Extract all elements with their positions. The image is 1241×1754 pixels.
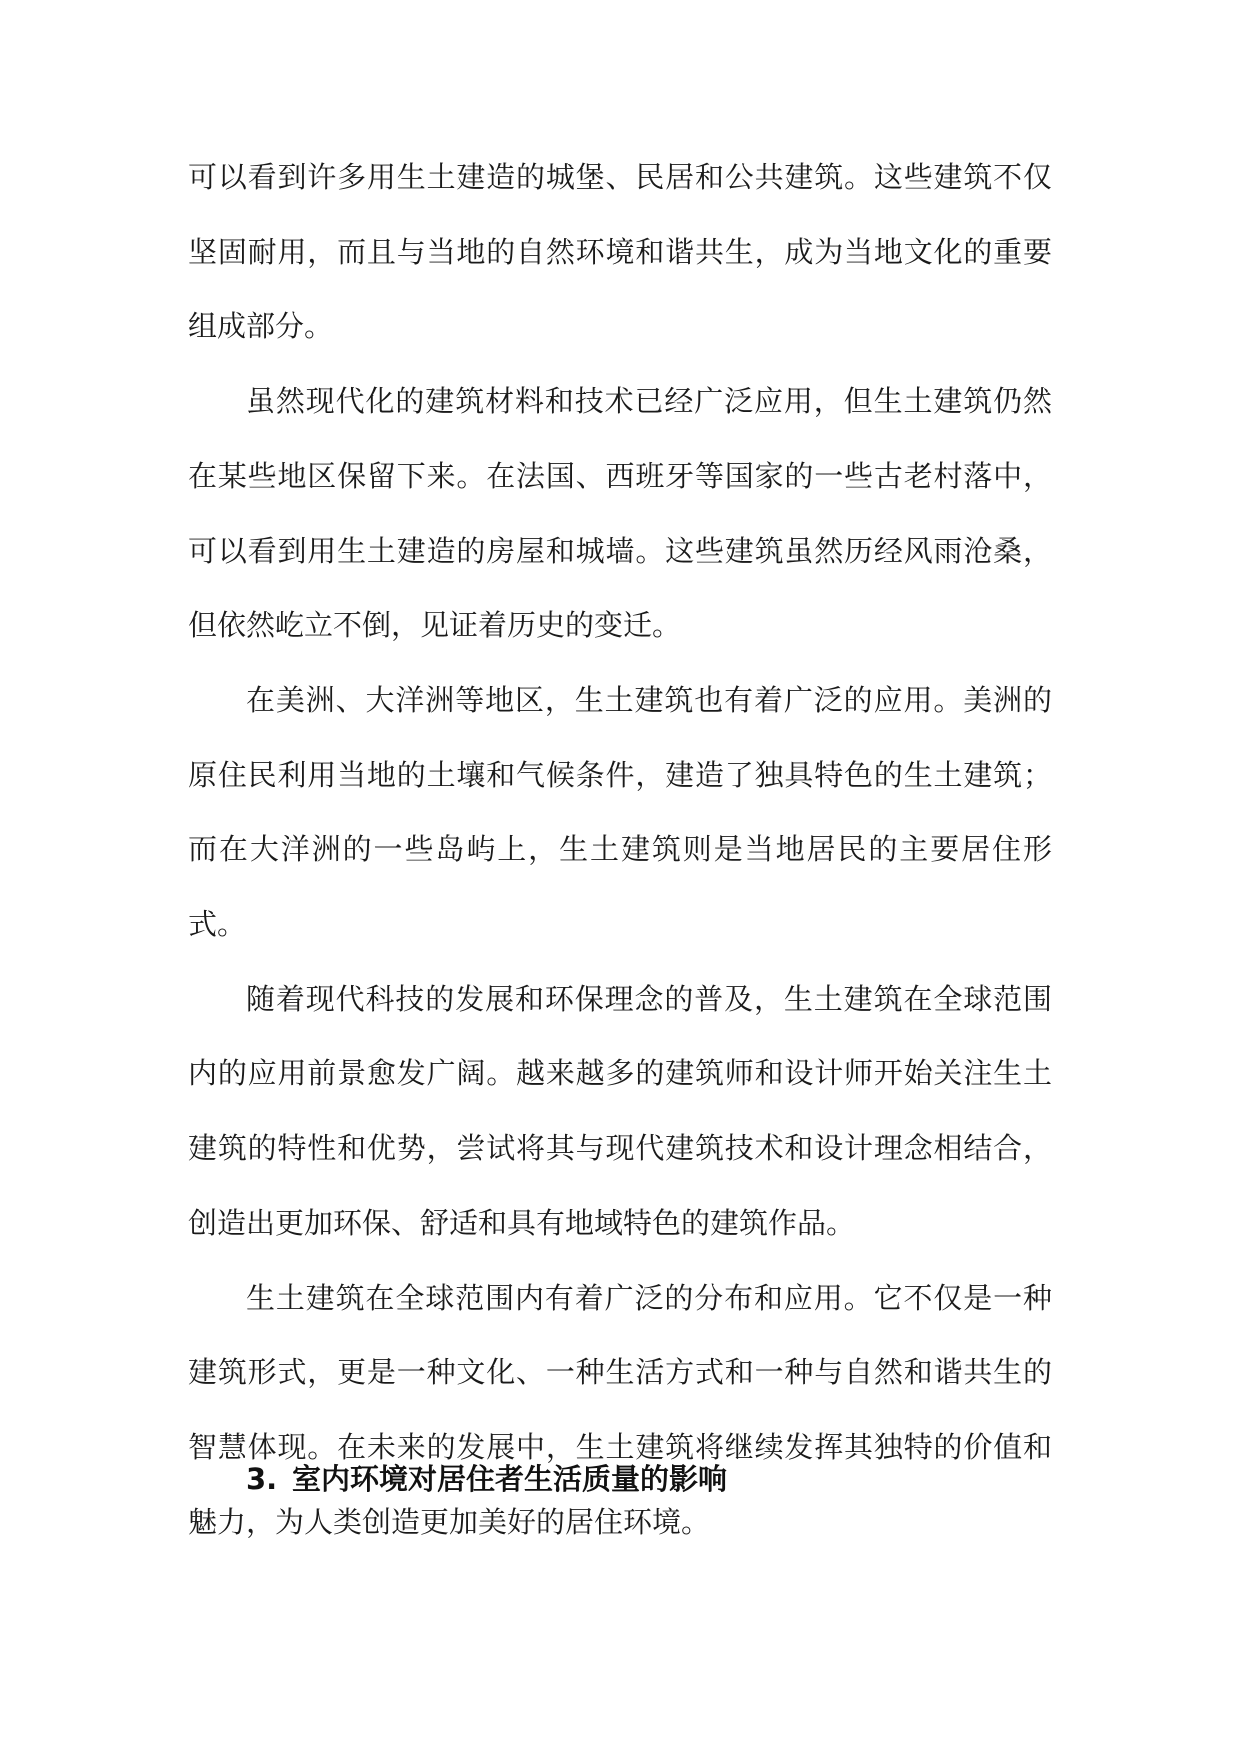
paragraph-5: 生土建筑在全球范围内有着广泛的分布和应用。它不仅是一种建筑形式，更是一种文化、一种生活方式和一种与自然和谐共生的智慧体现。在未来的发展中，生土建筑将继续发挥其独特的价值和魅力，为人类创造更加美好的居住环境。 (188, 1280, 1052, 1539)
paragraph-4: 随着现代科技的发展和环保理念的普及，生土建筑在全球范围内的应用前景愈发广阔。越来越多的建筑师和设计师开始关注生土建筑的特性和优势，尝试将其与现代建筑技术和设计理念相结合，创造出更加环保、舒适和具有地域特色的建筑作品。 (188, 981, 1052, 1240)
section-number: 3. (246, 1462, 278, 1496)
paragraph-2: 虽然现代化的建筑材料和技术已经广泛应用，但生土建筑仍然在某些地区保留下来。在法国、西班牙等国家的一些古老村落中，可以看到用生土建造的房屋和城墙。这些建筑虽然历经风雨沧桑，但依然屹立不倒，见证着历史的变迁。 (188, 384, 1052, 643)
section-title: 室内环境对居住者生活质量的影响 (292, 1462, 728, 1496)
paragraph-1: 可以看到许多用生土建造的城堡、民居和公共建筑。这些建筑不仅坚固耐用，而且与当地的自然环境和谐共生，成为当地文化的重要组成部分。 (188, 160, 1052, 344)
body-text (188, 140, 1052, 1559)
paragraph-3: 在美洲、大洋洲等地区，生土建筑也有着广泛的应用。美洲的原住民利用当地的土壤和气候条件，建造了独具特色的生土建筑；而在大洋洲的一些岛屿上，生土建筑则是当地居民的主要居住形式。 (188, 682, 1052, 942)
section-heading (246, 1457, 727, 1501)
